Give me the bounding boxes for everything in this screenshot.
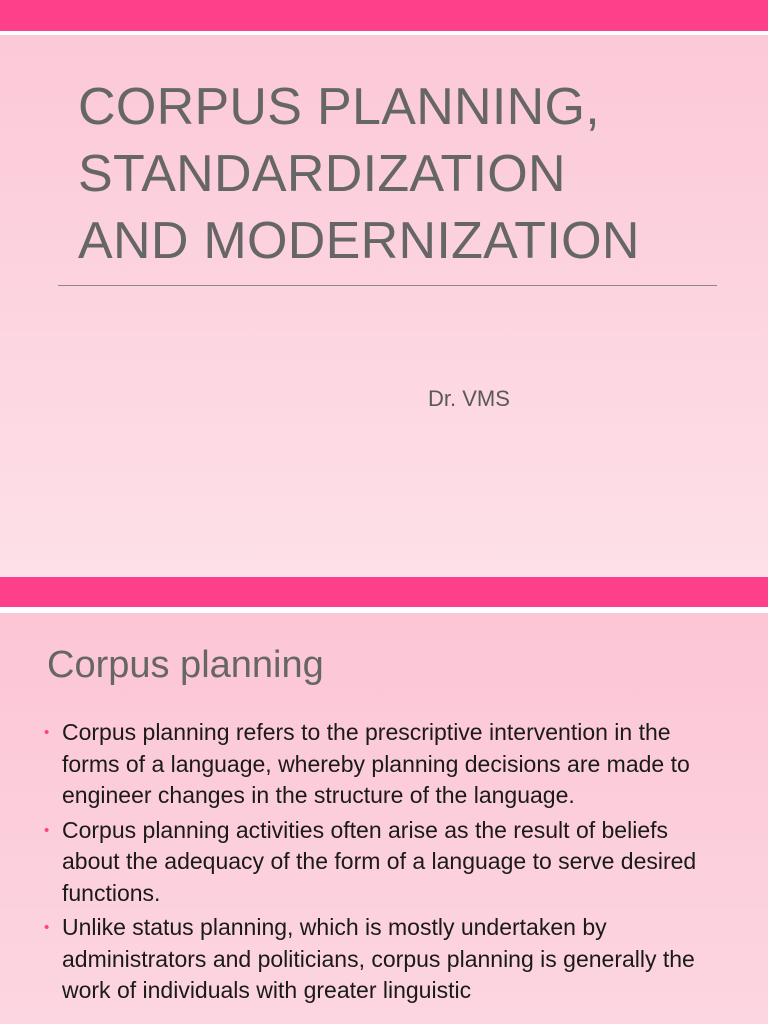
accent-band-rule [0, 31, 768, 35]
bullet-list [44, 717, 724, 1010]
slide-heading: Corpus planning [47, 644, 324, 686]
bullet-item [44, 717, 724, 812]
title-divider [58, 285, 717, 286]
accent-band-rule [0, 607, 768, 613]
slide-title [78, 74, 738, 275]
bullet-text: Unlike status planning, which is mostly undertaken by administrators and politicians, corpus planning is generally the work of individuals with greater linguistic [62, 914, 695, 1003]
accent-band [0, 577, 768, 607]
bullet-item [44, 912, 724, 1007]
bullet-icon: • [44, 724, 50, 741]
slide-title-line: AND MODERNIZATION [78, 212, 640, 270]
bullet-icon: • [44, 821, 50, 839]
slide-subtitle: Dr. VMS [428, 386, 510, 411]
slide-title-line: STANDARDIZATION [78, 145, 566, 203]
content-slide [0, 577, 768, 1024]
accent-band [0, 0, 768, 31]
bullet-text: Corpus planning activities often arise as the result of beliefs about the adequacy of the form of a language to serve desired functions. [62, 816, 697, 906]
bullet-icon: • [44, 919, 50, 936]
slide-title-line: CORPUS PLANNING, [78, 78, 601, 136]
bullet-text: Corpus planning refers to the prescriptive intervention in the forms of a language, whereby planning decisions are made to engineer changes in the structure of the language. [62, 719, 690, 808]
bullet-item [44, 815, 724, 910]
